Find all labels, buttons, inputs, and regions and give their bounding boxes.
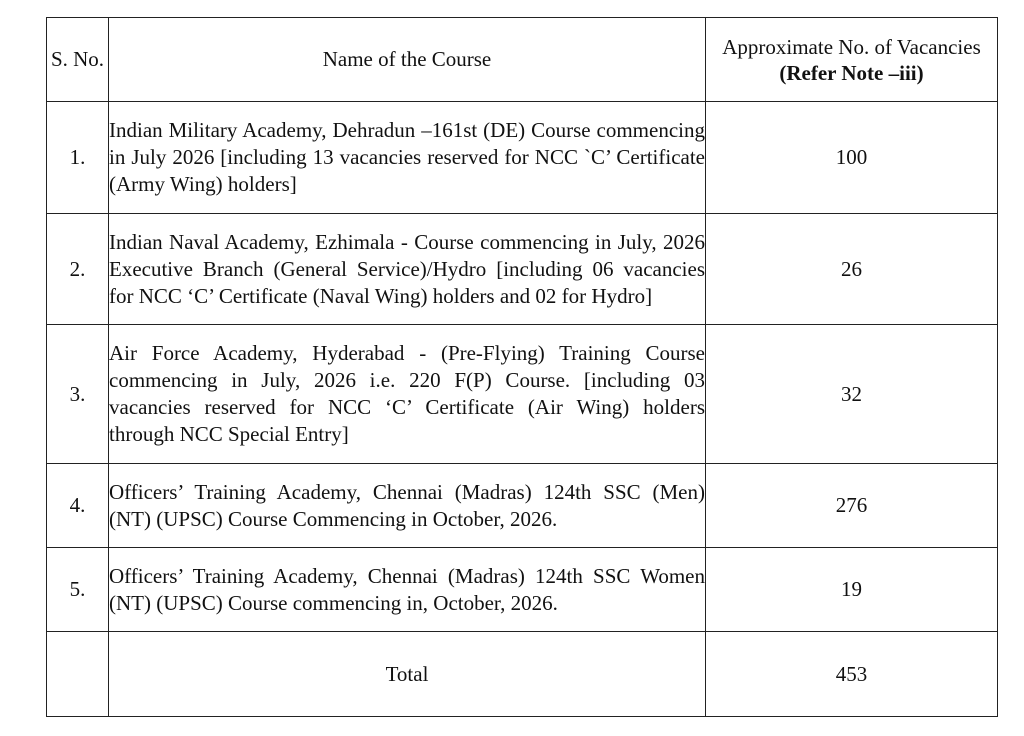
table-row [47, 464, 998, 548]
table-row [47, 548, 998, 632]
row-vacancies: 100 [706, 102, 998, 214]
row-vacancies: 276 [706, 464, 998, 548]
row-course [109, 214, 706, 325]
header-sno: S. No. [47, 18, 109, 102]
row-sno: 5. [47, 548, 109, 632]
row-course [109, 325, 706, 464]
vacancy-table [46, 17, 998, 717]
total-value: 453 [706, 632, 998, 717]
row-sno: 1. [47, 102, 109, 214]
header-vacancies-note: (Refer Note –iii) [779, 60, 924, 85]
row-course-text: Indian Naval Academy, Ezhimala - Course commencing in July, 2026 Executive Branch (General Service)/Hydro [including 06 vacancies for NCC ‘C’ Certificate (Naval Wing) holders and 02 for Hydro] [109, 229, 705, 308]
row-course-text: Officers’ Training Academy, Chennai (Madras) 124th SSC Women (NT) (UPSC) Course commencing in, October, 2026. [109, 563, 705, 615]
row-course-text: Officers’ Training Academy, Chennai (Madras) 124th SSC (Men) (NT) (UPSC) Course Commencing in October, 2026. [109, 479, 705, 531]
header-course-name: Name of the Course [109, 18, 706, 102]
row-course [109, 548, 706, 632]
row-course-text: Air Force Academy, Hyderabad - (Pre-Flying) Training Course commencing in July, 2026 i.e. 220 F(P) Course. [including 03 vacancies reserved for NCC ‘C’ Certificate (Air Wing) holders through NCC Special Entry] [109, 341, 705, 446]
row-course-text: Indian Military Academy, Dehradun –161st (DE) Course commencing in July 2026 [including 13 vacancies reserved for NCC `C’ Certificate (Army Wing) holders] [109, 118, 705, 196]
table-header-row [47, 18, 998, 102]
row-vacancies: 32 [706, 325, 998, 464]
row-sno: 4. [47, 464, 109, 548]
table-row [47, 214, 998, 325]
row-course [109, 102, 706, 214]
header-vacancies [706, 18, 998, 102]
table-row [47, 102, 998, 214]
table-row [47, 325, 998, 464]
total-row [47, 632, 998, 717]
row-sno: 3. [47, 325, 109, 464]
row-vacancies: 26 [706, 214, 998, 325]
total-sno-blank [47, 632, 109, 717]
row-vacancies: 19 [706, 548, 998, 632]
header-vacancies-label: Approximate No. of Vacancies [722, 34, 981, 59]
total-label: Total [109, 632, 706, 717]
row-course [109, 464, 706, 548]
row-sno: 2. [47, 214, 109, 325]
